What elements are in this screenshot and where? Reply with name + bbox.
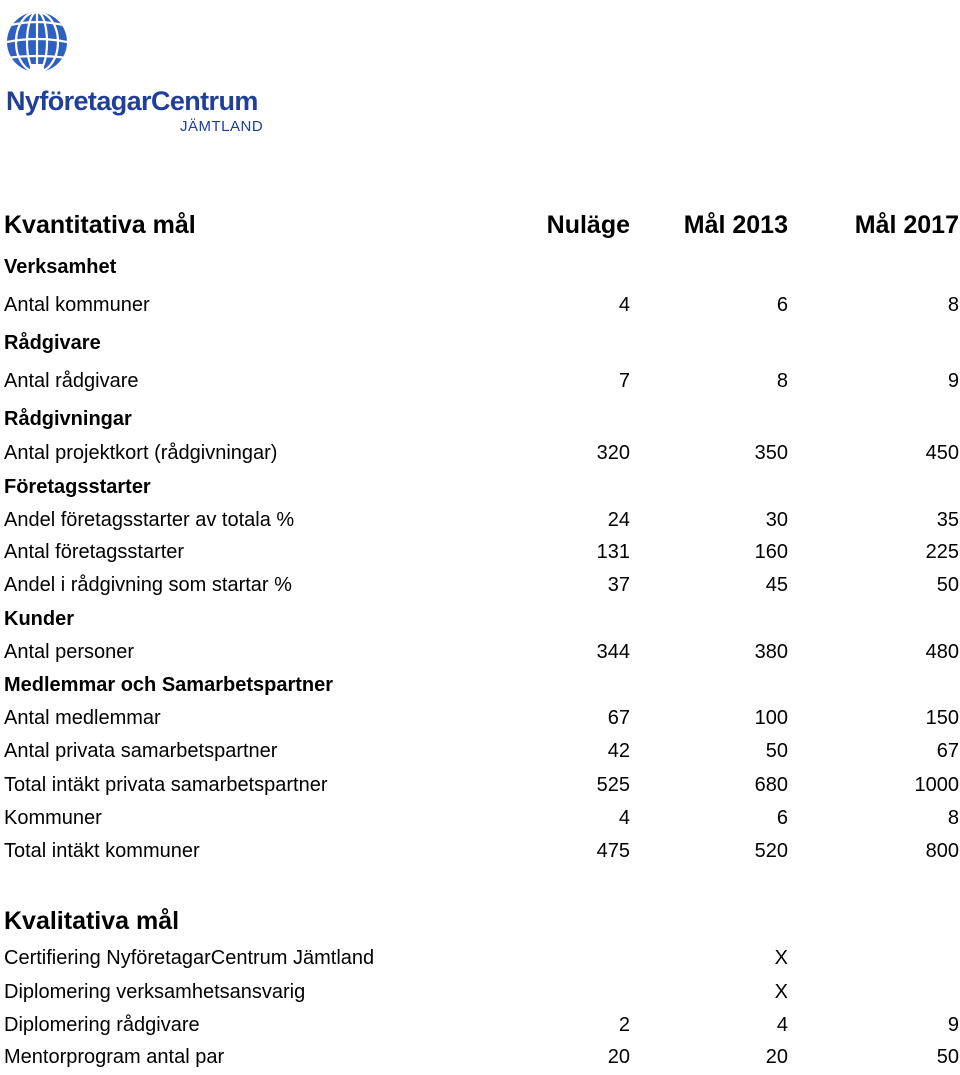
- row-label: Andel i rådgivning som startar %: [4, 574, 292, 596]
- row-label: Kommuner: [4, 807, 102, 829]
- cell-mal-2017: 480: [925, 641, 959, 663]
- cell-nulage: 67: [607, 707, 630, 729]
- cell-mal-2013: 520: [754, 840, 788, 862]
- section-title: Rådgivningar: [4, 408, 132, 430]
- cell-mal-2017: 67: [936, 740, 959, 762]
- cell-mal-2013: 380: [754, 641, 788, 663]
- cell-nulage: 475: [596, 840, 630, 862]
- cell-mal-2013: 350: [754, 442, 788, 464]
- globe-icon: [4, 6, 70, 86]
- row-label: Andel företagsstarter av totala %: [4, 509, 295, 531]
- cell-nulage: 24: [607, 509, 630, 531]
- cell-mal-2013: 160: [754, 541, 788, 563]
- row-label: Antal rådgivare: [4, 370, 139, 392]
- cell-mal-2013: 50: [765, 740, 788, 762]
- cell-nulage: 42: [607, 740, 630, 762]
- row-label: Mentorprogram antal par: [4, 1046, 225, 1068]
- cell-nulage: 525: [596, 774, 630, 796]
- col-header-mal-2017: Mål 2017: [854, 211, 959, 239]
- cell-mal-2013: 6: [776, 807, 788, 829]
- logo: [4, 6, 266, 134]
- cell-mal-2017: 450: [925, 442, 959, 464]
- cell-mal-2013: 100: [754, 707, 788, 729]
- section-title: Medlemmar och Samarbetspartner: [4, 674, 334, 696]
- cell-mal-2017: 50: [936, 1046, 959, 1068]
- row-label: Antal privata samarbetspartner: [4, 740, 278, 762]
- row-label: Total intäkt privata samarbetspartner: [4, 774, 328, 796]
- row-label: Antal personer: [4, 641, 135, 663]
- row-label: Antal medlemmar: [4, 707, 161, 729]
- col-header-mal-2013: Mål 2013: [683, 211, 788, 239]
- cell-mal-2017: 8: [947, 294, 959, 316]
- row-label: Diplomering verksamhetsansvarig: [4, 981, 306, 1003]
- table-title: Kvantitativa mål: [4, 211, 196, 239]
- row-label: Antal företagsstarter: [4, 541, 185, 563]
- cell-mal-2013: 6: [776, 294, 788, 316]
- brand-name: NyföretagarCentrum: [6, 86, 258, 116]
- cell-mal-2017: 8: [947, 807, 959, 829]
- cell-mal-2013: X: [774, 947, 788, 969]
- cell-nulage: 7: [618, 370, 630, 392]
- cell-mal-2013: 30: [765, 509, 788, 531]
- qualitative-title: Kvalitativa mål: [4, 907, 180, 935]
- cell-mal-2013: 20: [765, 1046, 788, 1068]
- cell-mal-2013: 680: [754, 774, 788, 796]
- cell-mal-2017: 150: [925, 707, 959, 729]
- section-title: Rådgivare: [4, 332, 101, 354]
- cell-mal-2013: 4: [776, 1014, 788, 1036]
- cell-nulage: 2: [618, 1014, 630, 1036]
- cell-mal-2017: 1000: [914, 774, 959, 796]
- brand-region: JÄMTLAND: [180, 118, 264, 135]
- section-title: Företagsstarter: [4, 476, 151, 498]
- row-label: Certifiering NyföretagarCentrum Jämtland: [4, 947, 375, 969]
- row-label: Antal kommuner: [4, 294, 150, 316]
- cell-mal-2017: 35: [936, 509, 959, 531]
- section-title: Verksamhet: [4, 256, 117, 278]
- cell-nulage: 131: [596, 541, 630, 563]
- cell-mal-2013: 8: [776, 370, 788, 392]
- cell-nulage: 4: [618, 807, 630, 829]
- cell-nulage: 4: [618, 294, 630, 316]
- col-header-nulage: Nuläge: [546, 211, 630, 239]
- cell-mal-2013: 45: [765, 574, 788, 596]
- cell-nulage: 20: [607, 1046, 630, 1068]
- cell-nulage: 37: [607, 574, 630, 596]
- row-label: Antal projektkort (rådgivningar): [4, 442, 278, 464]
- row-label: Total intäkt kommuner: [4, 840, 200, 862]
- section-title: Kunder: [4, 608, 74, 630]
- cell-mal-2017: 225: [925, 541, 959, 563]
- cell-mal-2017: 9: [947, 370, 959, 392]
- cell-mal-2017: 9: [947, 1014, 959, 1036]
- cell-mal-2017: 800: [925, 840, 959, 862]
- cell-mal-2017: 50: [936, 574, 959, 596]
- cell-nulage: 320: [596, 442, 630, 464]
- row-label: Diplomering rådgivare: [4, 1014, 200, 1036]
- cell-nulage: 344: [596, 641, 630, 663]
- cell-mal-2013: X: [774, 981, 788, 1003]
